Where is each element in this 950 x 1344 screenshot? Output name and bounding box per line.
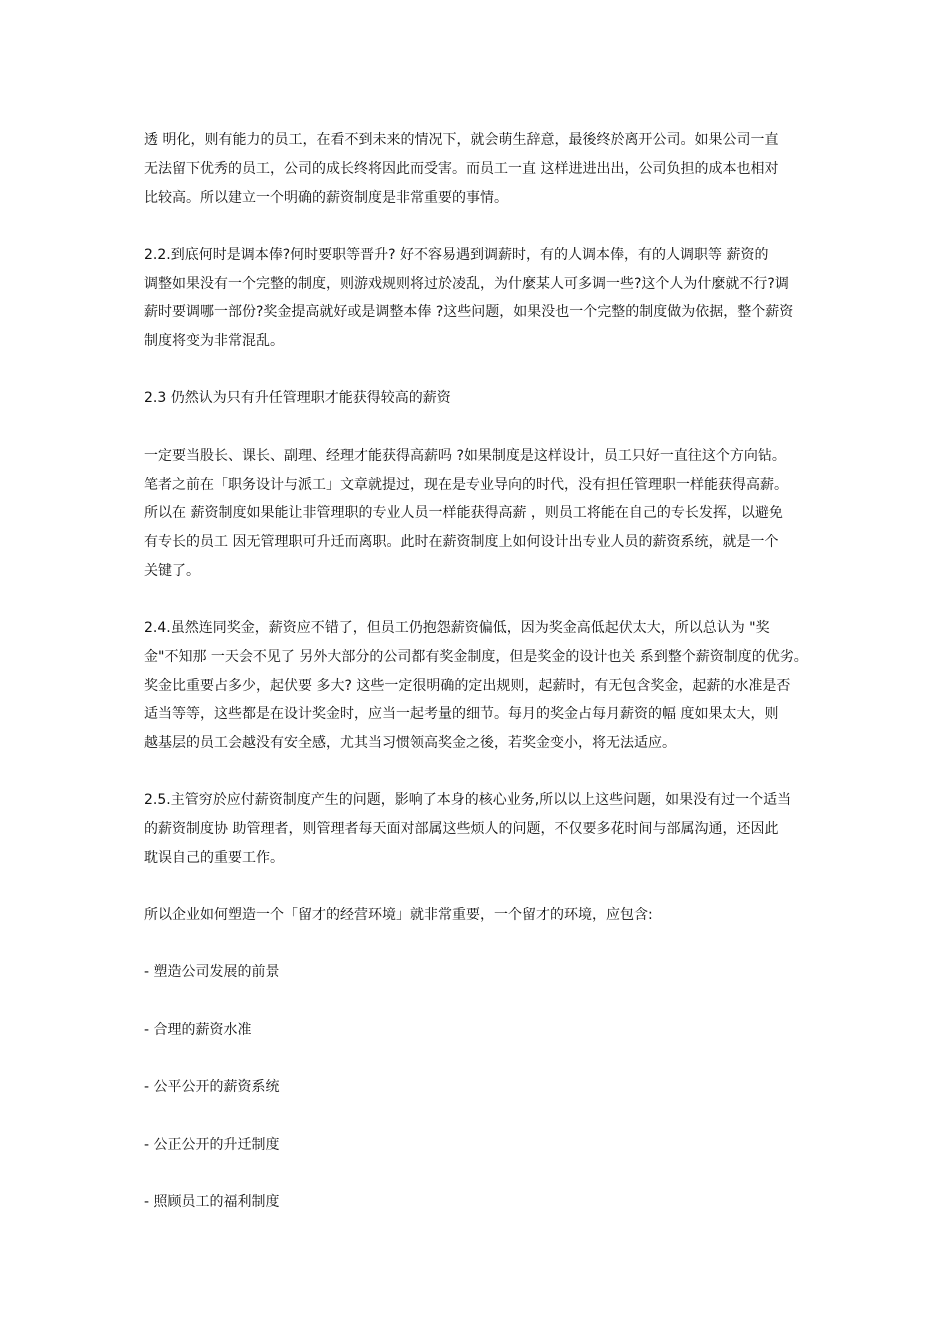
list-item: - 照顾员工的福利制度 [144, 1194, 280, 1210]
paragraph-4-line-5: 关键了。 [144, 563, 200, 579]
paragraph-4-line-3: 所以在 薪资制度如果能让非管理职的专业人员一样能获得高薪 ，则员工将能在自己的专长发挥，以避免 [144, 505, 783, 521]
paragraph-1-line-3: 比较高。所以建立一个明确的薪资制度是非常重要的事情。 [144, 190, 508, 206]
paragraph-2-line-3: 薪时要调哪一部份?奖金提高就好或是调整本俸 ?这些问题，如果没也一个完整的制度做为依据，整个薪资 [144, 304, 794, 320]
paragraph-5-line-2: 金"不知那 一天会不见了 另外大部分的公司都有奖金制度，但是奖金的设计也关 系到整个薪资制度的优劣。 [144, 649, 808, 665]
paragraph-5-line-1: 2.4.虽然连同奖金，薪资应不错了，但员工仍抱怨薪资偏低，因为奖金高低起伏太大，所以总认为 "奖 [144, 620, 770, 636]
paragraph-5-line-3: 奖金比重要占多少，起伏要 多大? 这些一定很明确的定出规则，起薪时，有无包含奖金，起薪的水准是否 [144, 678, 791, 694]
paragraph-5-line-5: 越基层的员工会越没有安全感，尤其当习惯领高奖金之後，若奖金变小，将无法适应。 [144, 735, 676, 751]
paragraph-2-line-1: 2.2.到底何时是调本俸?何时要职等晋升? 好不容易遇到调薪时，有的人调本俸，有的人调职等 薪资的 [144, 247, 769, 263]
list-item: - 公平公开的薪资系统 [144, 1079, 280, 1095]
paragraph-1-line-1: 透 明化，则有能力的员工，在看不到未来的情况下，就会萌生辞意，最後终於离开公司。如果公司一直 [144, 132, 779, 148]
list-item: - 合理的薪资水准 [144, 1022, 252, 1038]
section-heading-2-3: 2.3 仍然认为只有升任管理职才能获得较高的薪资 [144, 390, 451, 406]
paragraph-2-line-4: 制度将变为非常混乱。 [144, 333, 284, 349]
paragraph-7-line-1: 所以企业如何塑造一个「留才的经营环境」就非常重要，一个留才的环境，应包含: [144, 907, 653, 923]
paragraph-4-line-2: 笔者之前在「职务设计与派工」文章就提过，现在是专业导向的时代，没有担任管理职一样能获得高薪。 [144, 477, 788, 493]
paragraph-6-line-1: 2.5.主管穷於应付薪资制度产生的问题，影响了本身的核心业务,所以以上这些问题，如果没有过一个适当 [144, 792, 792, 808]
paragraph-4-line-4: 有专长的员工 因无管理职可升迁而离职。此时在薪资制度上如何设计出专业人员的薪资系统，就是一个 [144, 534, 779, 550]
list-item: - 公正公开的升迁制度 [144, 1137, 280, 1153]
paragraph-2-line-2: 调整如果没有一个完整的制度，则游戏规则将过於凌乱，为什麼某人可多调一些?这个人为什麼就不行?调 [144, 276, 789, 292]
paragraph-6-line-2: 的薪资制度协 助管理者，则管理者每天面对部属这些烦人的问题，不仅要多花时间与部属沟通，还因此 [144, 821, 779, 837]
paragraph-5-line-4: 适当等等，这些都是在设计奖金时，应当一起考量的细节。每月的奖金占每月薪资的幅 度如果太大，则 [144, 706, 779, 722]
paragraph-1-line-2: 无法留下优秀的员工，公司的成长终将因此而受害。而员工一直 这样进进出出，公司负担的成本也相对 [144, 161, 779, 177]
paragraph-4-line-1: 一定要当股长、课长、副理、经理才能获得高薪吗 ?如果制度是这样设计，员工只好一直往这个方向钻。 [144, 448, 786, 464]
paragraph-6-line-3: 耽误自己的重要工作。 [144, 850, 284, 866]
list-item: - 塑造公司发展的前景 [144, 964, 280, 980]
